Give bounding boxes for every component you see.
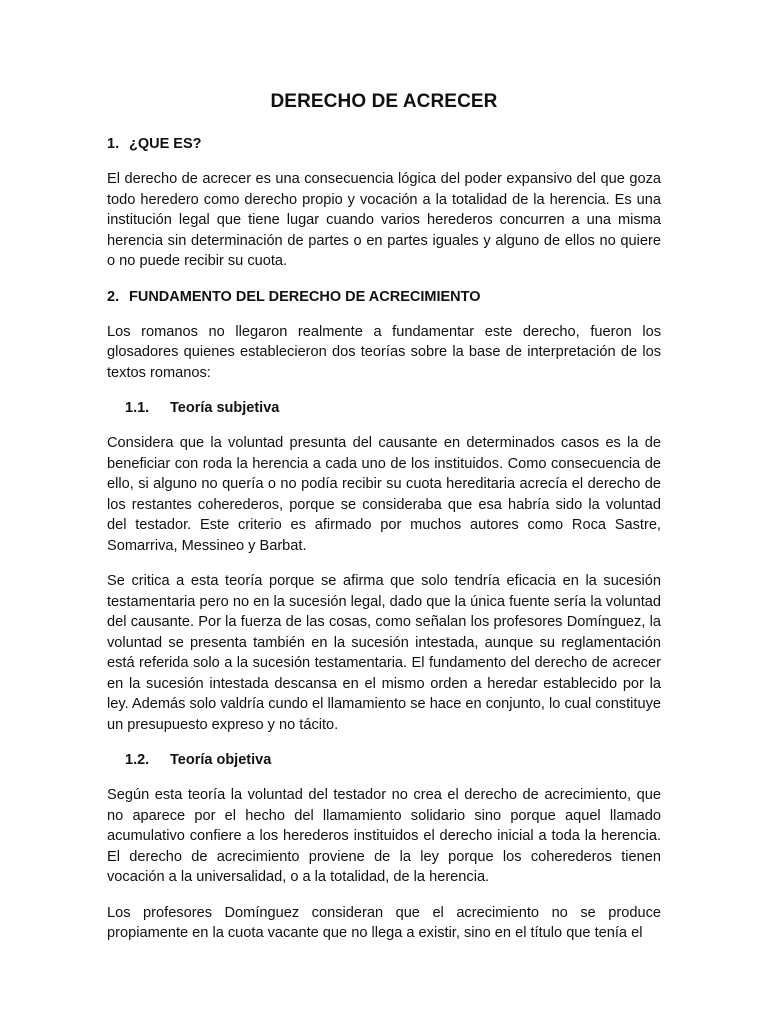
section-heading-2 — [107, 287, 661, 307]
subsection-title: Teoría objetiva — [170, 752, 272, 768]
document-title: DERECHO DE ACRECER — [270, 91, 498, 112]
paragraph: Los profesores Domínguez consideran que el acrecimiento no se produce propiamente en la cuota vacante que no llega a existir, sino en el título que tenía el — [107, 904, 661, 941]
paragraph: Considera que la voluntad presunta del causante en determinados casos es la de beneficiar con roda la herencia a cada uno de los instituidos. Como consecuencia de ello, si alguno no quería o no podía recibir su cuota hereditaria acrecía el derecho de los restantes coherederos, porque se consideraba que esa habría sido la voluntad del testador. Este criterio es afirmado por muchos autores como Roca Sastre, Somarriva, Messineo y Barbat. — [107, 435, 661, 554]
subsection-heading-1-1 — [125, 398, 661, 418]
subsection-title: Teoría subjetiva — [170, 400, 280, 416]
paragraph: El derecho de acrecer es una consecuencia lógica del poder expansivo del que goza todo heredero como derecho propio y vocación a la totalidad de la herencia. Es una institución legal que tiene lugar cuando varios herederos concurren a una misma herencia sin determinación de partes o en partes iguales y alguno de ellos no quiere o no puede recibir su cuota. — [107, 171, 661, 269]
subsection-number: 1.1. — [125, 400, 150, 416]
section-title: ¿QUE ES? — [129, 136, 202, 152]
subsection-number: 1.2. — [125, 752, 150, 768]
paragraph: Se critica a esta teoría porque se afirma que solo tendría eficacia en la sucesión testamentaria pero no en la sucesión legal, dado que la única fuente sería la voluntad del causante. Por la fuerza de las cosas, como señalan los profesores Domínguez, la voluntad se presenta también en la sucesión intestada, aunque su reglamentación está referida solo a la sucesión testamentaria. El fundamento del derecho de acrecer en la sucesión intestada descansa en el mismo orden a heredar establecido por la ley. Además solo valdría cundo el llamamiento se hace en conjunto, lo cual constituye un presupuesto expreso y no tácito. — [107, 573, 661, 733]
section-heading-1 — [107, 134, 661, 154]
document-body — [107, 88, 661, 959]
subsection-heading-1-2 — [125, 750, 661, 770]
paragraph: Los romanos no llegaron realmente a fundamentar este derecho, fueron los glosadores quienes establecieron dos teorías sobre la base de interpretación de los textos romanos: — [107, 323, 661, 381]
paragraph: Según esta teoría la voluntad del testador no crea el derecho de acrecimiento, que no aparece por el hecho del llamamiento solidario sino porque aquel llamado acumulativo confiere a los herederos instituidos el derecho inicial a toda la herencia. El derecho de acrecimiento proviene de la ley porque los coherederos tienen vocación a la universalidad, o a la totalidad, de la herencia. — [107, 787, 661, 885]
section-title: FUNDAMENTO DEL DERECHO DE ACRECIMIENTO — [129, 288, 481, 305]
section-number: 2. — [107, 288, 120, 305]
section-number: 1. — [107, 136, 120, 152]
